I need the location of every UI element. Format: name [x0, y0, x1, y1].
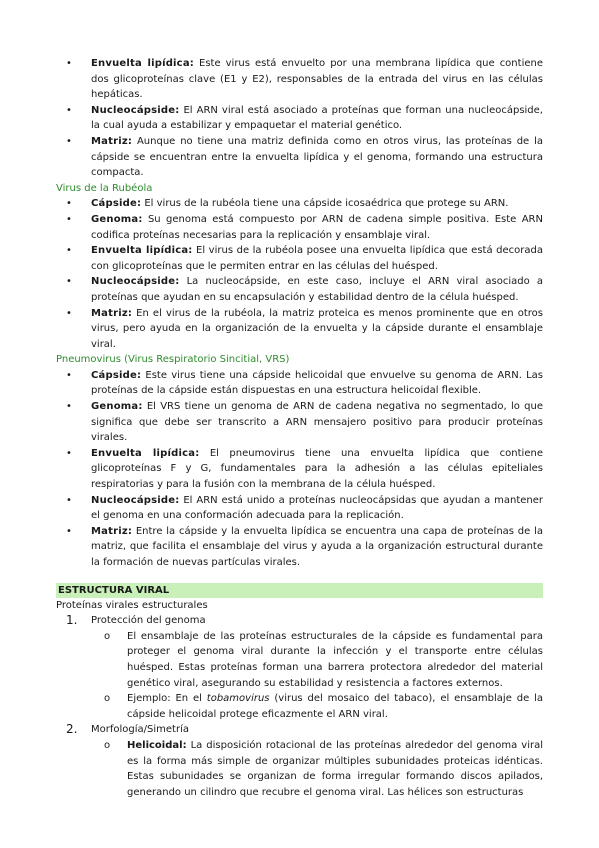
item-title: Morfología/Simetría	[91, 724, 189, 736]
bullet-icon: •	[66, 135, 72, 147]
circle-bullet-icon: o	[104, 630, 111, 642]
subheading: Proteínas virales estructurales	[56, 599, 208, 611]
item-title: Protección del genoma	[91, 615, 206, 627]
circle-bullet-icon: o	[104, 739, 111, 751]
list-item: • Matriz: Entre la cápside y la envuelta lipídica se encuentra una capa de proteínas de la matriz, que facilita el ensamblaje del virus y ayuda a la organización estructural durante la formación de nuevas partículas virales.	[66, 525, 543, 568]
bullet-icon: •	[66, 494, 72, 506]
list-item: • Matriz: En el virus de la rubéola, la matriz proteica es menos prominente que en otros virus, pero ayuda en la organización de la envuelta y la cápside durante el ensamblaje viral.	[66, 307, 543, 350]
list-item: • Envuelta lipídica: Este virus está envuelto por una membrana lipídica que contiene dos glicoproteínas clave (E1 y E2), responsables de la entrada del virus en las células hepáticas.	[66, 58, 543, 101]
bullet-icon: •	[66, 447, 72, 459]
section-heading-vrs: Pneumovirus (Virus Respiratorio Sincitial, VRS)	[56, 354, 290, 366]
vrs-list	[0, 368, 599, 571]
rubeola-list	[0, 196, 599, 352]
list-item: • Genoma: El VRS tiene un genoma de ARN de cadena negativa no segmentado, lo que significa que debe ser transcrito a ARN mensajero positivo para producir proteínas virales.	[66, 401, 543, 444]
bullet-icon: •	[66, 307, 72, 319]
bullet-icon: •	[66, 58, 72, 69]
bullet-icon: •	[66, 276, 72, 288]
list-item: • Cápside: Este virus tiene una cápside helicoidal que envuelve su genoma de ARN. Las proteínas de la cápside están dispuestas en una estructura helicoidal flexible.	[66, 369, 543, 397]
sub-list-item: o Helicoidal: La disposición rotacional de las proteínas alrededor del genoma viral es la forma más simple de organizar múltiples subunidades proteicas idénticas. Estas subunidades se organizan de forma irregular formando discos apilados, generando un cilindro que recubre el genoma viral. Las hélices son estructuras	[104, 739, 543, 798]
bullet-icon: •	[66, 401, 72, 413]
list-item: • Nucleocápside: El ARN viral está asociado a proteínas que forman una nucleocápside, la cual ayuda a estabilizar y empaquetar el material genético.	[66, 104, 543, 132]
item-number: 2.	[66, 722, 78, 737]
list-item: • Nucleocápside: La nucleocápside, en este caso, incluye el ARN viral asociado a proteínas que ayudan en su encapsulación y estabilidad dentro de la célula huésped.	[66, 276, 543, 303]
list-item: • Nucleocápside: El ARN está unido a proteínas nucleocápsidas que ayudan a mantener el genoma en una conformación adecuada para la replicación.	[66, 494, 543, 522]
numbered-item	[0, 613, 599, 629]
numbered-item	[0, 722, 599, 738]
circle-bullet-icon: o	[104, 693, 111, 705]
list-item: • Matriz: Aunque no tiene una matriz definida como en otros virus, las proteínas de la cápside se encuentran entre la envuelta lipídica y el genoma, formando una estructura compacta.	[66, 135, 543, 179]
section-heading-estructura: ESTRUCTURA VIRAL	[56, 583, 543, 598]
bullet-icon: •	[66, 369, 72, 381]
list-item: • Envuelta lipídica: El virus de la rubéola posee una envuelta lipídica que está decorada con glicoproteínas que le permiten entrar en las células del huésped.	[66, 245, 543, 272]
list-item: • Envuelta lipídica: El pneumovirus tiene una envuelta lipídica que contiene glicoproteínas F y G, fundamentales para la adhesión a las células epiteliales respiratorias y para la fusión con la membrana de la célula huésped.	[66, 447, 543, 491]
bullet-icon: •	[66, 213, 72, 225]
bullet-icon: •	[66, 525, 72, 537]
bullet-icon: •	[66, 245, 72, 257]
sub-list-item: o Ejemplo: En el tobamovirus (virus del mosaico del tabaco), el ensamblaje de la cápside helicoidal protege eficazmente el ARN viral.	[104, 693, 543, 720]
list-item: • Cápside: El virus de la rubéola tiene una cápside icosaédrica que protege su ARN.	[0, 196, 599, 212]
bullet-icon: •	[66, 198, 72, 210]
sub-list-item: o El ensamblaje de las proteínas estructurales de la cápside es fundamental para proteger el genoma viral durante la infección y el transporte entre células huésped. Estas proteínas forman una barrera protectora alrededor del material genético viral, asegurando su estabilidad y resistencia a factores externos.	[104, 630, 543, 689]
list-item: • Genoma: Su genoma está compuesto por ARN de cadena simple positiva. Este ARN codifica proteínas necesarias para la replicación y ensamblaje viral.	[66, 213, 543, 241]
bullet-icon: •	[66, 104, 72, 116]
section-heading-rubeola: Virus de la Rubéola	[56, 182, 153, 194]
hepatitis-list	[0, 56, 599, 181]
item-number: 1.	[66, 613, 78, 628]
